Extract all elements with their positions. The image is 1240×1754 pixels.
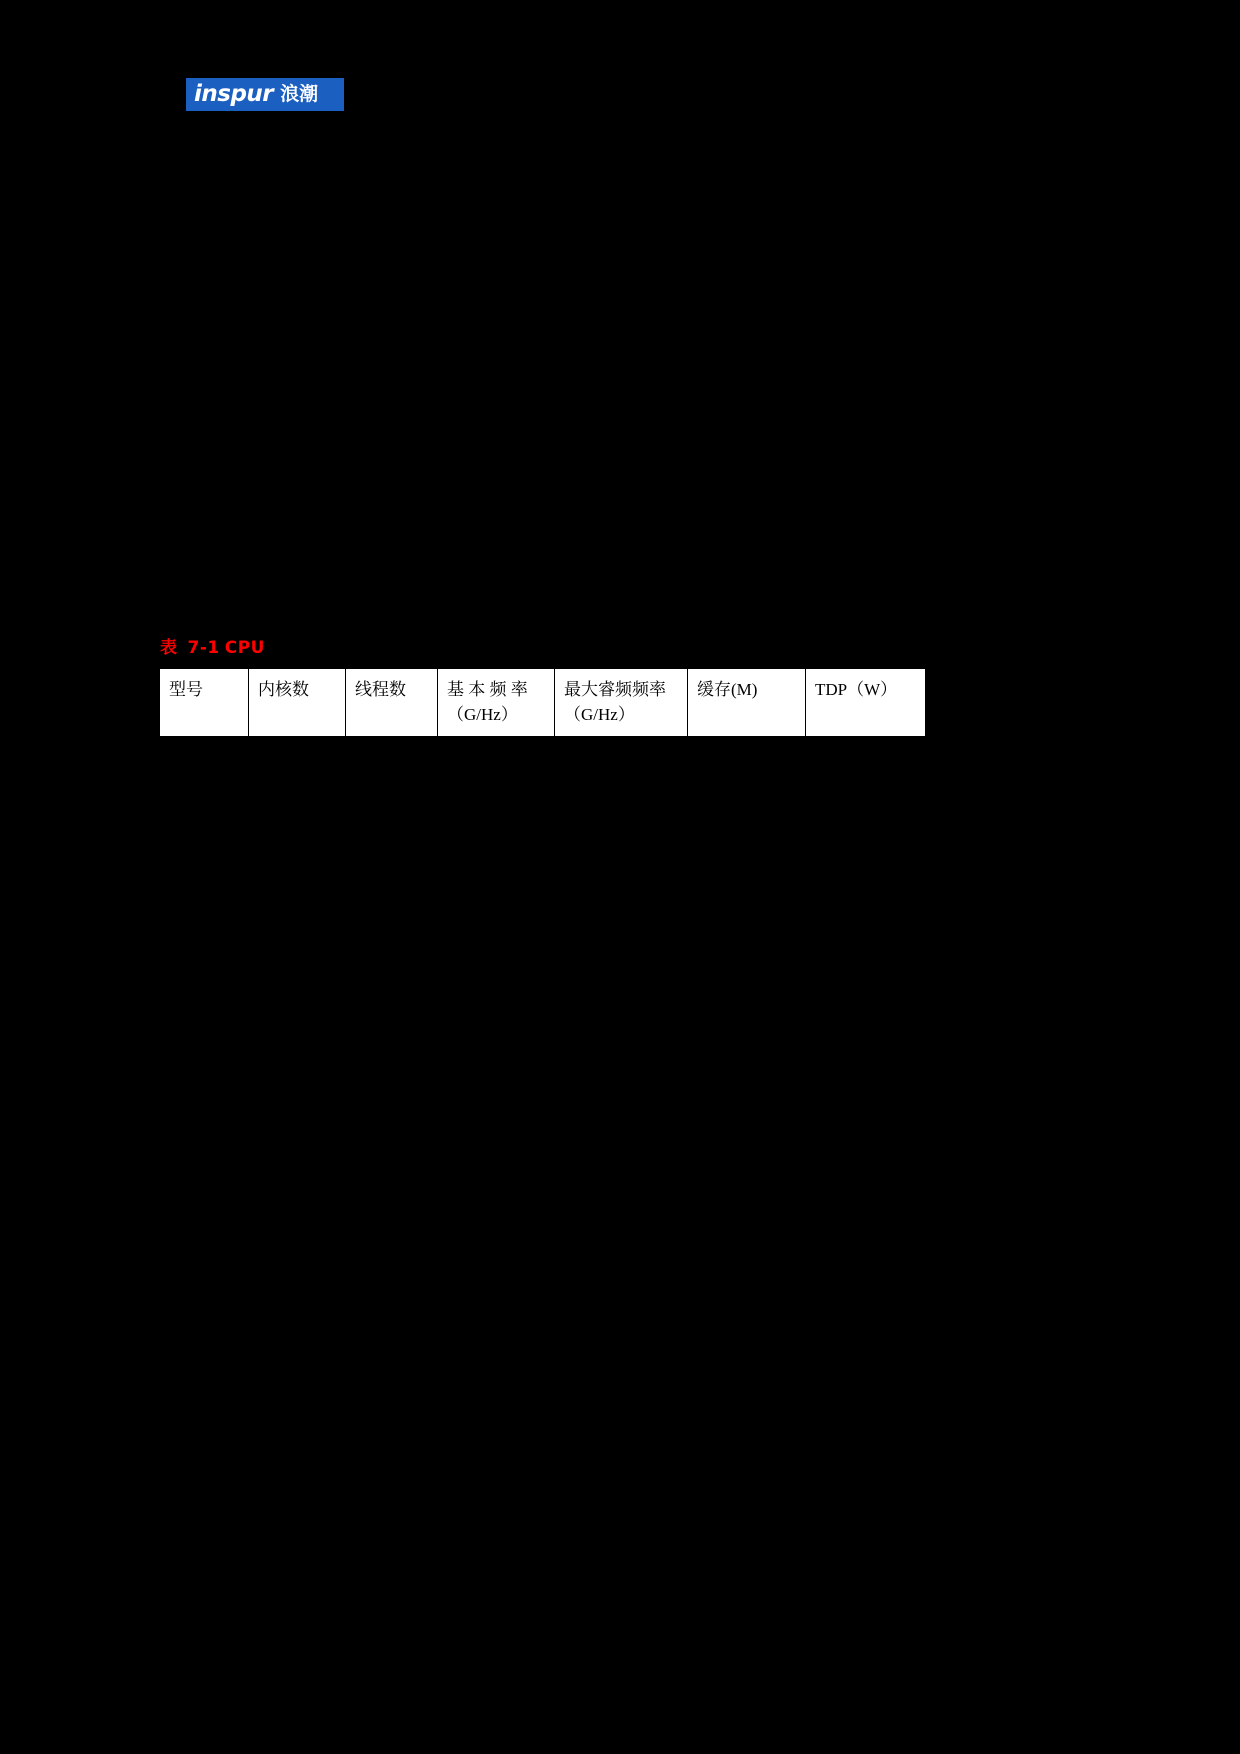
column-header-cores [249, 669, 346, 737]
table-caption [160, 633, 265, 658]
column-header-model-line1: 型号 [169, 680, 203, 699]
column-header-threads [346, 669, 438, 737]
column-header-base-frequency-line1: 基 本 频 率 [447, 680, 528, 699]
column-header-tdp [806, 669, 926, 737]
caption-number: 7-1 [187, 638, 220, 658]
column-header-model [160, 669, 249, 737]
caption-text: CPU [224, 638, 265, 658]
column-header-base-frequency-line2: （G/Hz） [447, 704, 518, 724]
column-header-cache-line1: 缓存(M) [697, 680, 758, 699]
inspur-logo [186, 78, 344, 111]
logo-chinese-name: 浪潮 [280, 83, 319, 105]
table-header-row [160, 669, 926, 737]
logo-wordmark: inspur [194, 81, 274, 107]
caption-prefix: 表 [160, 638, 178, 658]
column-header-base-frequency [438, 669, 555, 737]
column-header-cache [688, 669, 806, 737]
column-header-tdp-line1: TDP（W） [815, 680, 898, 699]
column-header-max-turbo-frequency-line1: 最大睿频频率 [564, 680, 666, 699]
cpu-spec-table [159, 668, 926, 737]
column-header-cores-line1: 内核数 [258, 680, 309, 699]
column-header-max-turbo-frequency-line2: （G/Hz） [564, 704, 635, 724]
column-header-max-turbo-frequency [555, 669, 688, 737]
column-header-threads-line1: 线程数 [355, 680, 406, 699]
